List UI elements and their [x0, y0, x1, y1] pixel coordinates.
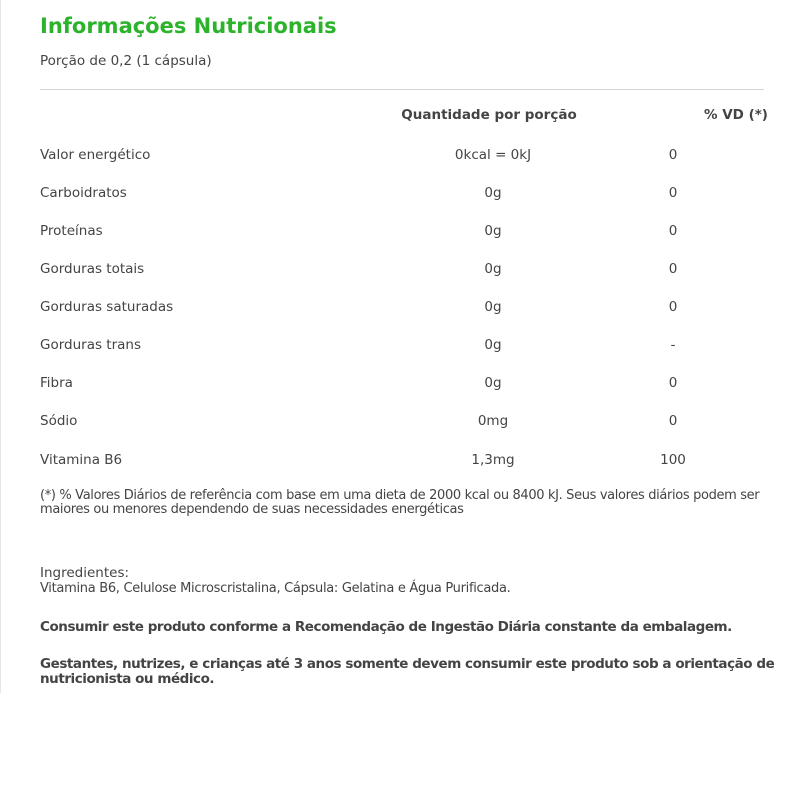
nutrient-daily-value: 100 [660, 452, 686, 468]
table-row [1, 413, 800, 435]
nutrient-daily-value: - [670, 337, 676, 353]
table-row [1, 299, 800, 321]
header-divider [40, 89, 764, 90]
nutrient-quantity: 0g [484, 299, 502, 315]
table-row [1, 185, 800, 207]
nutrient-quantity: 0mg [477, 413, 509, 429]
daily-value-footnote: (*) % Valores Diários de referência com base em uma dieta de 2000 kcal ou 8400 kJ. Seus valores diários podem ser maiores ou menores dependendo de suas necessidades energéticas [40, 488, 760, 517]
ingredients-text: Vitamina B6, Celulose Microscristalina, Cápsula: Gelatina e Água Purificada. [40, 581, 511, 596]
nutrient-name: Gorduras totais [40, 261, 145, 277]
table-row [1, 337, 800, 359]
nutrient-name: Gorduras trans [40, 337, 142, 353]
table-row [1, 223, 800, 245]
nutrient-name: Gorduras saturadas [40, 299, 174, 315]
nutrient-name: Vitamina B6 [40, 452, 123, 468]
nutrient-daily-value: 0 [668, 147, 678, 163]
nutrient-quantity: 0g [484, 375, 502, 391]
nutrient-quantity: 0g [484, 223, 502, 239]
intake-notice: Consumir este produto conforme a Recomendação de Ingestão Diária constante da embalagem. [40, 619, 732, 635]
nutrient-daily-value: 0 [668, 185, 678, 201]
nutrient-name: Carboidratos [40, 185, 127, 201]
nutrient-quantity: 0g [484, 185, 502, 201]
nutrient-name: Fibra [40, 375, 73, 391]
nutrient-daily-value: 0 [668, 413, 678, 429]
warning-notice: Gestantes, nutrizes, e crianças até 3 anos somente devem consumir este produto sob a orientação de nutricionista ou médico. [40, 656, 775, 687]
nutrient-name: Valor energético [40, 147, 151, 163]
table-row [1, 375, 800, 397]
ingredients-title: Ingredientes: [40, 565, 130, 581]
serving-size: Porção de 0,2 (1 cápsula) [40, 53, 212, 69]
page-title: Informações Nutricionais [40, 14, 337, 38]
table-row [1, 261, 800, 283]
column-header-daily-value: % VD (*) [704, 107, 768, 123]
nutrient-quantity: 0g [484, 337, 502, 353]
table-row [1, 147, 800, 169]
nutrient-daily-value: 0 [668, 375, 678, 391]
table-row [1, 452, 800, 474]
nutrient-quantity: 0g [484, 261, 502, 277]
nutrient-daily-value: 0 [668, 299, 678, 315]
nutrient-name: Proteínas [40, 223, 103, 239]
nutrient-name: Sódio [40, 413, 78, 429]
nutrient-quantity: 0kcal = 0kJ [454, 147, 532, 163]
nutrient-quantity: 1,3mg [471, 452, 515, 468]
nutrient-daily-value: 0 [668, 223, 678, 239]
column-header-quantity: Quantidade por porção [401, 107, 577, 123]
nutrient-daily-value: 0 [668, 261, 678, 277]
